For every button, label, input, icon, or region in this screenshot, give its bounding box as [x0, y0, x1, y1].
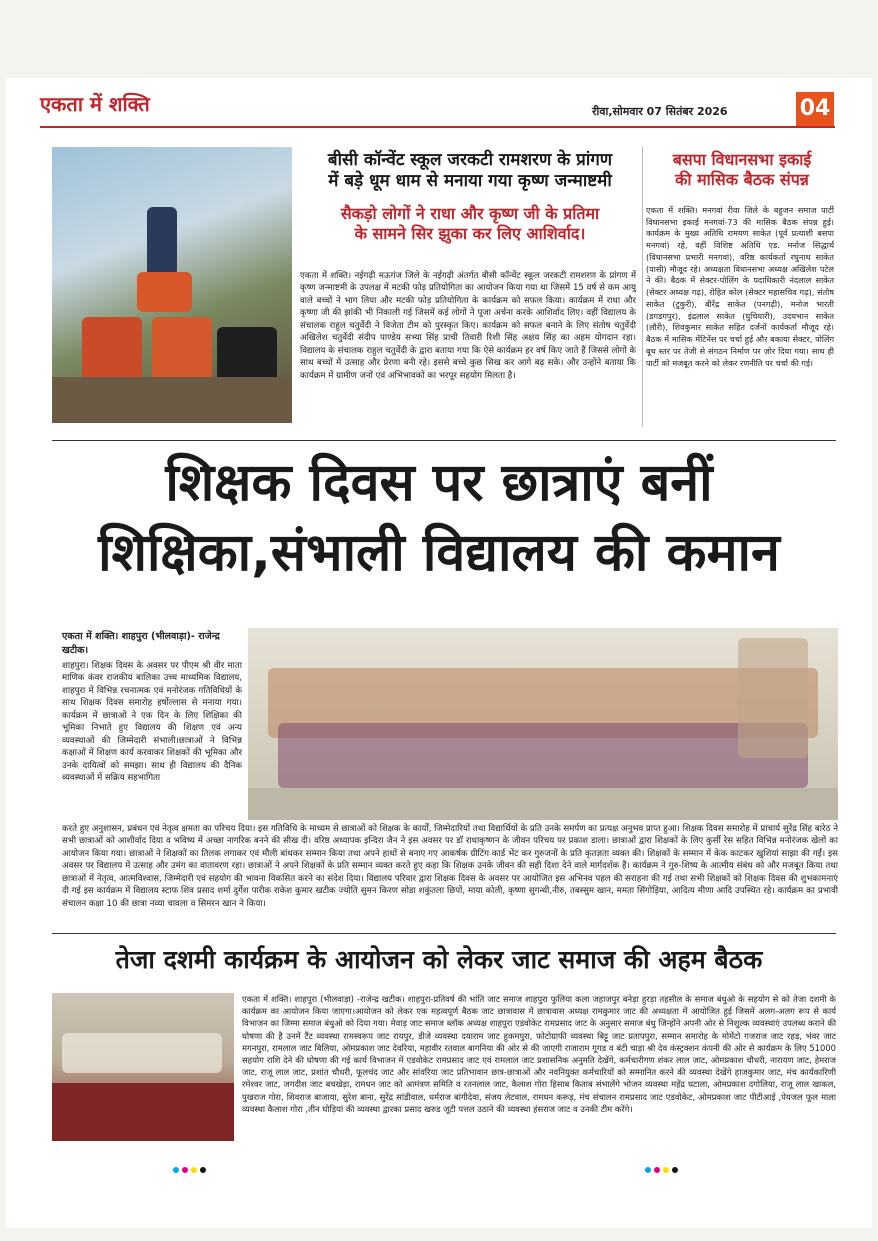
story2-headline-line1: बसपा विधानसभा इकाई [672, 150, 812, 169]
story1-subhead-line1: सैकड़ो लोगों ने राधा और कृष्ण जी के प्रतिमा [340, 204, 600, 223]
masthead: एकता में शक्ति [40, 92, 150, 116]
story1-subhead [300, 204, 640, 244]
story3-byline: एकता में शक्ति। शाहपुरा (भीलवाड़ा)- राजेन्द्र खटीक। [62, 631, 220, 656]
story1-headline [300, 150, 640, 193]
dateline: रीवा,सोमवार 07 सितंबर 2026 [592, 105, 728, 118]
teachers-day-group-photo [248, 628, 838, 820]
column-divider [642, 147, 643, 427]
story3-body-wide: करते हुए अनुशासन, प्रबंधन एवं नेतृत्व क्षमता का परिचय दिया। इस गतिविधि के माध्यम से छात्राओं को शिक्षक के कार्यों, जिम्मेदारियों तथा विद्यार्थियों के प्रति उनके समर्पण का प्रत्यक्ष अनुभव प्राप्त हुआ। शिक्षक दिवस समारोह में प्राचार्य सुरेंद्र सिंह बारेठ ने सभी छात्राओं को आशीर्वाद दिया व भविष्य में अच्छा नागरिक बनने की सीख दी। वरिष्ठ अध्यापक इन्दिरा जैन ने इस अवसर पर डॉ राधाकृष्णन के जीवन परिचय पर प्रकाश डाला। छात्राओं द्वारा शिक्षकों के लिए कुर्सी रेस सहित विभिन्न मनोरंजक खेलों का आयोजन किया गया। छात्राओं ने शिक्षकों का तिलक लगाकर एवं मौली बांधकर सम्मान किया तथा अपने हाथों से बनाए गए आकर्षक ग्रीटिंग कार्ड भेंट कर गुरुजनों के प्रति कृतज्ञता व्यक्त की। शिक्षकों के सम्मान में केक काटकर खुशियां साझा की गईं। इस अवसर पर विद्यालय में उत्साह और उमंग का वातावरण रहा। छात्राओं ने अपने शिक्षकों के प्रति सम्मान व्यक्त करते हुए कहा कि शिक्षक उनके जीवन की सही दिशा देने वाले मार्गदर्शक हैं। कार्यक्रम ने गुरु-शिष्य के आत्मीय संबंध को और मजबूत किया तथा छात्राओं में नेतृत्व, आत्मविश्वास, जिम्मेदारी एवं सहयोग की भावना विकसित करने का संदेश दिया। विद्यालय परिवार द्वारा शिक्षक दिवस के अवसर पर आयोजित इस अभिनव पहल की सराहना की गई तथा सभी शिक्षकों को शिक्षक दिवस की शुभकामनाएं दी गई इस कार्यक्रम में विद्यालय स्टाफ शिव प्रसाद शर्मा दुर्गेश पारीक राकेश कुमार खटीक ज्योति सुमन किरण सोडा शकुंतला छिपों, माया कोली, कृष्णा सुगन्धी,नीरु, तबस्सुम खान, ममता सिंगोड़िया, आदित्य मीणा आदि उपस्थित रहे। कार्यक्रम का प्रभावी संचालन कक्षा 10 की छात्रा नव्या चावला व सिमरन खान ने किया। [62, 824, 838, 909]
story3-body-column: शाहपुरा। शिक्षक दिवस के अवसर पर पीएम श्री वीर माता माणिक कंवर राजकीय बालिका उच्च माध्यमिक विद्यालय, शाहपुरा में विभिन्न रचनात्मक एवं मनोरंजक गतिविधियों के साथ शिक्षक दिवस समारोह हर्षोल्लास से मनाया गया। कार्यक्रम में छात्राओं ने एक दिन के लिए शिक्षिका की भूमिका निभाते हुए विद्यालय की शिक्षण एवं अन्य व्यवस्थाओं की जिम्मेदारी संभाली।छात्राओं ने विभिन्न कक्षाओं में शिक्षण कार्य करवाकर शिक्षकों की भूमिका और उनके दायित्वों को समझा। साथ ही विद्यालय की दैनिक व्यवस्थाओं में सक्रिय सहभागिता [62, 661, 242, 784]
story3-headline [40, 448, 838, 588]
header-rule [40, 126, 835, 128]
page-number: 04 [796, 92, 834, 126]
registration-marks [173, 1158, 209, 1177]
story2-body: एकता में शक्ति। मनगवां रीवा जिले के बहुजन समाज पार्टी विधानसभा इकाई मनगवां-73 की मासिक बैठक संपन्न हुई।कार्यक्रम के मुख्य अतिथि रामयण साकेत (पूर्व प्रत्याशी बसपा मनगवां) रहे, वहीं विशिष्ट अतिथि एड. मनोज सिद्धार्थ (विधानसभा प्रभारी मनगवां), वरिष्ठ कार्यकर्ता रघुनाथ साकेत (पासी) मौजूद रहे। अध्यक्षता विधानसभा अध्यक्ष अखिलेश पटेल ने की। बैठक में सेक्टर-पोलिंग के पदाधिकारी नंदलाल साकेत (सेक्टर अध्यक्ष गढ़), रोहित कोल (सेक्टर महासचिव गढ़), संतोष साकेत (टुकुरी), बीरेंद्र साकेत (पनगढ़ी), मनोज भारती (डगडगपुर), इंद्रलाल साकेत (घुचियारी), उदयभान साकेत (लौरी), शिवकुमार साकेत सहित दर्जनों कार्यकर्ता मौजूद रहे। बैठक में मासिक मेंटिनेंस पर चर्चा हुई और बकाया सेक्टर, पोलिंग बूथ स्तर पर तेजी से संगठन निर्माण पर ज़ोर दिया गया। साथ ही पार्टी को मजबूत करने को लेकर रणनीति पर चर्चा की गई। [646, 205, 834, 368]
story1-headline-line1: बीसी कॉन्वेंट स्कूल जरकटी रामशरण के प्रांगण [327, 150, 613, 170]
story2-headline [645, 150, 839, 190]
story4-body: एकता में शक्ति। शाहपुरा (भीलवाड़ा) -राजेन्द्र खटीक। शाहपुरा-प्रतिवर्ष की भांति जाट समाज शाहपुरा फुलिया कला जहाजपुर बनेड़ा हुरड़ा तहसील के समाज बंधुओ के सहयोग से को तेजा दशमी के कार्यक्रम का आयोजन किया जाएगा।आयोजन को लेकर एक महत्वपूर्ण बैठक जाट छात्रावास में छात्रावास अध्यक्ष रामकुमार जाट की अध्यक्षता में आयोजित हुई जिसमें अलग-अलग रूप से कार्य विभाजन का जिम्मा समाज बंधुओ को दिया गया। मेवाड़ जाट समाज ब्लॉक अध्यक्ष शाहपुरा एडवोकेट रामप्रसाद जाट के अनुसार समाज बंधु जिन्होंने अपनी ओर से निशुल्क व्यवस्थाएं उपलब्ध कराने की घोषणा की है उनमें टैंट व्यवस्था रामस्वरूप जाट रायपुर, डीजे व्यवस्था दयाराम जाट हुकमपुरा, फोटोग्राफी व्यवस्था बिट्टू जाट प्रतापपुरा, सम्मान समारोह के मोमेंटो गजराज जाट रहड़, भंवर जाट मगनपुरा, रामलाल जाट बिलिया, ओमप्रकाश जाट देवरिया, महावीर रतवाल बागनिया की ओर से की जाएगी राजाराम गूगड व बंटी चाड़ा श्री देव कंस्ट्रक्शन कंपनी की ओर से कार्यक्रम के लिए 51000 सहयोग राशि देने की घोषणा की गई कार्य विभाजन में एडवोकेट रामप्रसाद जाट एवं रामलाल जाट प्रशासनिक अनुमति देखेंगे, कर्मचारीगण शंकर लाल जाट, ओमप्रकाश चौधरी, नारायण जाट, हेमराज जाट, राजू लाल जाट, प्रशांत चौधरी, फूलचंद जाट और सांवरिया जाट प्रतिभावान छात्र-छात्राओं और नवनियुक्त कर्मचारियों को सम्मानित करने की व्यवस्था देखेंगे हाजकुमार जाट, मंच कार्यकारिणी रमेश्वर जाट, जगदीश जाट बचखेड़ा, रामधन जाट को आमंत्रण समिति व रतनलाल जाट, कैलाश गोरा हिसाब किताब संभालेंगे भोजन व्यवस्था महेंद्र घटाला, ओमप्रकाश दगोलिया, राजू लाल खाकल, पुखराज गोरा, शिवराज बाजाया, सुरेश बाना, सुरेंद्र सांडीवाल, धर्मराज बांगीदेवा, संजय लेटवाल, रामधन करूड़, मंच संचालन रामप्रसाद जाट एडवोकेट, ओमप्रकाश जाट पीटीआई ,पेयजल फूल माला व्यवस्था कैलाश गोरा ,तीन घोड़ियां की व्यवस्था द्वारका प्रसाद खरुड जूटी पत्तल उठाने की व्यवस्था हंसराज जाट व उनकी टीम करेंगे। [242, 994, 836, 1114]
registration-marks [645, 1158, 681, 1177]
section-rule-1 [52, 440, 836, 441]
janmashtami-photo [52, 147, 292, 423]
story2-headline-line2: की मासिक बैठक संपन्न [675, 170, 809, 189]
story1-headline-line2: में बड़े धूम धाम से मनाया गया कृष्ण जन्माष्टमी [328, 171, 612, 192]
jat-meeting-photo [52, 993, 234, 1141]
story1-subhead-line2: के सामने सिर झुका कर लिए आशिर्वाद। [354, 224, 586, 243]
story3-headline-line2: शिक्षिका,संभाली विद्यालय की कमान [98, 523, 780, 584]
story1-body: एकता में शक्ति। नईगढ़ी मऊगंज जिले के नईगढ़ी अंतर्गत बीसी कॉन्वेंट स्कूल जरकटी रामशरण के प्रांगण में कृष्ण जन्माष्टमी के उपलक्ष में मटकी फोड़ प्रतियोगिता का आयोजन किया गया था जिसमें 15 वर्ष से कम आयु वाले बच्चों ने भाग लिया और मटकी फोड़ प्रतियोगिता के कार्यक्रम को सफल किया। कार्यक्रम में राधा और कृष्णा जी की झांकी भी निकाली गई जिसमें कई लोगों ने पूजा अर्चना करके आशिर्वाद लिए। वहीं विद्यालय के संचालक राहुल चतुर्वेदी ने विजेता टीम को पुरस्कृत किए। कार्यक्रम को सफल बनाने के लिए संतोष चतुर्वेदी अखिलेश चतुर्वेदी संदीप पाण्डेय सभ्या सिंह प्राची तिवारी रिशी सिंह अक्षय सिंह का अहम योगदान रहा। विद्यालय के संचालक राहुल चतुर्वेदी के द्वारा बताया गया कि ऐसे कार्यक्रम हर वर्ष किए जाते हैं जिससे लोगों के साथ बच्चों में उत्साह और प्रेरणा बनी रहे। इससे बच्चे कुछ सिख कर आगे बढ़ सके। और उन्होंने बताया कि कार्यक्रम में ग्रामीण जनों एवं अभिभावकों का भरपूर सहयोग मिलता है। [300, 271, 636, 381]
story3-headline-line1: शिक्षक दिवस पर छात्राएं बनीं [165, 453, 713, 513]
section-rule-2 [52, 933, 836, 934]
story4-headline: तेजा दशमी कार्यक्रम के आयोजन को लेकर जाट समाज की अहम बैठक [115, 945, 763, 974]
